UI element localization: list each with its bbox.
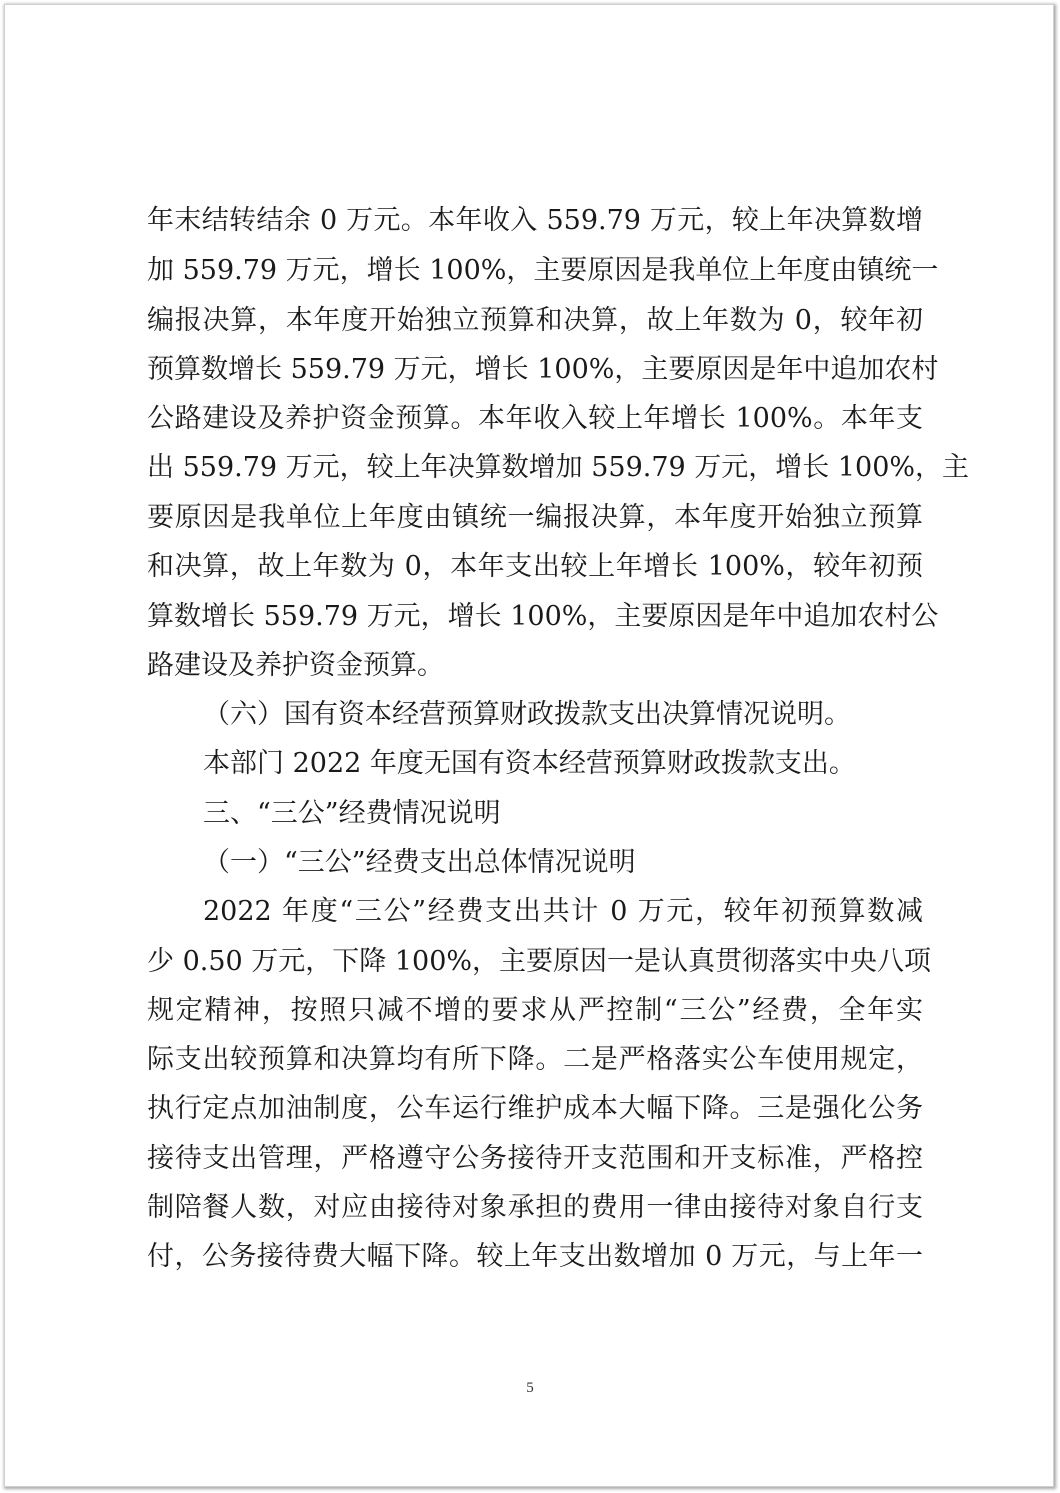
body-text-line: 接待支出管理，严格遵守公务接待开支范围和开支标准，严格控 [147, 1143, 923, 1174]
body-text-line: 公路建设及养护资金预算。本年收入较上年增长 100%。本年支 [147, 403, 923, 434]
body-text-line: 预算数增长 559.79 万元，增长 100%，主要原因是年中追加农村 [147, 354, 939, 385]
body-text-line: 制陪餐人数，对应由接待对象承担的费用一律由接待对象自行支 [147, 1192, 923, 1223]
body-text-line: 和决算，故上年数为 0，本年支出较上年增长 100%，较年初预 [147, 551, 923, 582]
body-text-line: 加 559.79 万元，增长 100%，主要原因是我单位上年度由镇统一 [147, 255, 939, 286]
section-heading: 三、“三公”经费情况说明 [203, 798, 501, 829]
body-text-line: 要原因是我单位上年度由镇统一编报决算，本年度开始独立预算 [147, 502, 923, 533]
body-text-line: 出 559.79 万元，较上年决算数增加 559.79 万元，增长 100%，主 [147, 452, 970, 483]
section-heading: （一）“三公”经费支出总体情况说明 [203, 847, 636, 878]
body-text-line: 编报决算，本年度开始独立预算和决算，故上年数为 0，较年初 [147, 305, 923, 336]
body-text-line: 际支出较预算和决算均有所下降。二是严格落实公车使用规定， [147, 1044, 923, 1075]
section-heading: （六）国有资本经营预算财政拨款支出决算情况说明。 [203, 699, 851, 730]
body-text-line: 规定精神，按照只减不增的要求从严控制“三公”经费，全年实 [147, 995, 923, 1026]
body-text-line: 2022 年度“三公”经费支出共计 0 万元，较年初预算数减 [203, 896, 923, 927]
body-text-line: 路建设及养护资金预算。 [147, 650, 444, 681]
body-text-line: 付，公务接待费大幅下降。较上年支出数增加 0 万元，与上年一 [147, 1241, 923, 1272]
body-text-line: 本部门 2022 年度无国有资本经营预算财政拨款支出。 [203, 748, 856, 779]
body-text-line: 少 0.50 万元，下降 100%，主要原因一是认真贯彻落实中央八项 [147, 946, 932, 977]
body-text-line: 年末结转结余 0 万元。本年收入 559.79 万元，较上年决算数增 [147, 205, 923, 236]
page-number: 5 [526, 1380, 534, 1396]
body-text-line: 算数增长 559.79 万元，增长 100%，主要原因是年中追加农村公 [147, 601, 939, 632]
body-text-line: 执行定点加油制度，公车运行维护成本大幅下降。三是强化公务 [147, 1093, 923, 1124]
